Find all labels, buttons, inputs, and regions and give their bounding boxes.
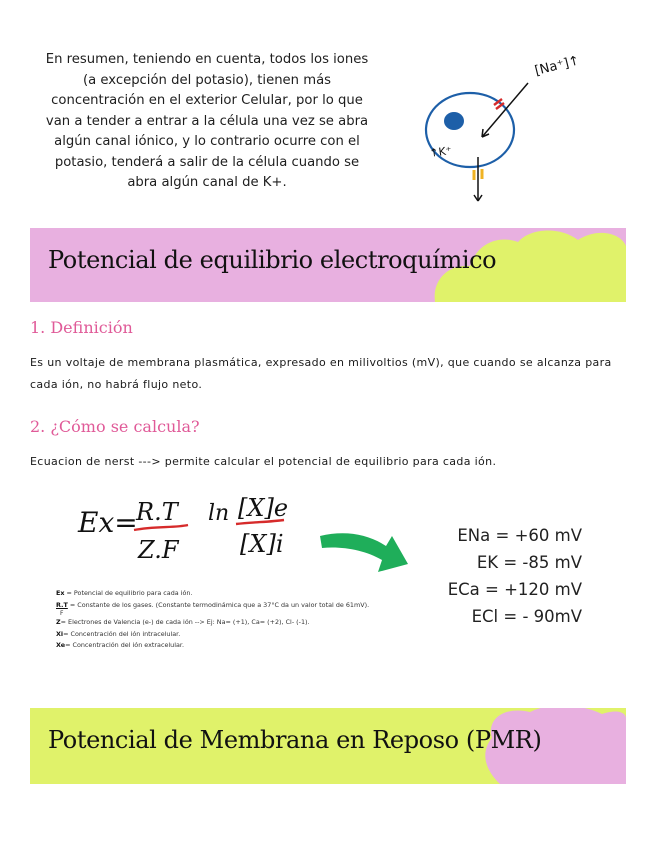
section-banner-pmr — [30, 708, 626, 784]
value-ca: ECa = +120 mV — [447, 580, 582, 599]
green-arrow — [320, 533, 408, 572]
cell-diagram — [410, 45, 610, 210]
value-cl: ECl = - 90mV — [471, 607, 582, 626]
formula-numerator: R.T — [136, 498, 178, 526]
cell-nucleus — [444, 112, 464, 130]
nernst-formula — [70, 488, 430, 583]
formula-lhs: Ex= — [78, 506, 138, 539]
na-label: [Na⁺]↑ — [533, 53, 582, 79]
section-heading-definicion: 1. Definición — [30, 318, 133, 337]
banner-title: Potencial de Membrana en Reposo (PMR) — [48, 726, 542, 754]
legend-ex: Ex = Potencial de equilibrio para cada ión. — [56, 589, 193, 597]
legend-z: Z= Electrones de Valencia (e-) de cada ión --> Ej: Na= (+1), Ca= (+2), Cl- (-1). — [56, 618, 310, 627]
intro-paragraph: En resumen, teniendo en cuenta, todos los iones (a excepción del potasio), tienen más concentración en el exterior Celular, por lo que van a tender a entrar a la célula una vez se abra algún canal iónico, y lo contrario ocurre con el potasio, tenderá a salir de la célula cuando se abra algún canal de K+. — [45, 52, 369, 190]
formula-conc-in: [X]i — [240, 530, 284, 558]
section-heading-calculo: 2. ¿Cómo se calcula? — [30, 417, 200, 436]
legend-xe: Xe= Concentración del ión extracelular. — [56, 641, 184, 650]
legend-xi: Xi= Concentración del ión intracelular. — [56, 629, 181, 638]
formula-denominator: Z.F — [138, 536, 179, 564]
legend-rt: R.T = Constante de los gases. (Constante termodinámica que a 37°C da un valor total de 61mV). — [56, 600, 370, 609]
legend-f: F — [60, 610, 64, 618]
section-text-definicion: Es un voltaje de membrana plasmática, expresado en milivoltios (mV), que cuando se alcanza para cada ión, no habrá flujo neto. — [30, 356, 612, 391]
value-k: EK = -85 mV — [476, 553, 582, 572]
value-na: ENa = +60 mV — [457, 526, 582, 545]
section-banner-equilibrium — [30, 228, 626, 302]
banner-title: Potencial de equilibrio electroquímico — [48, 246, 497, 274]
equilibrium-values — [420, 522, 582, 630]
formula-ln: ln — [208, 501, 230, 526]
section-text-calculo: Ecuacion de nerst ---> permite calcular el potencial de equilibrio para cada ión. — [30, 455, 497, 468]
na-arrow — [482, 83, 528, 137]
formula-legend — [56, 588, 369, 652]
formula-conc-out: [X]e — [238, 494, 289, 522]
k-label: ↑K⁺ — [428, 144, 453, 160]
